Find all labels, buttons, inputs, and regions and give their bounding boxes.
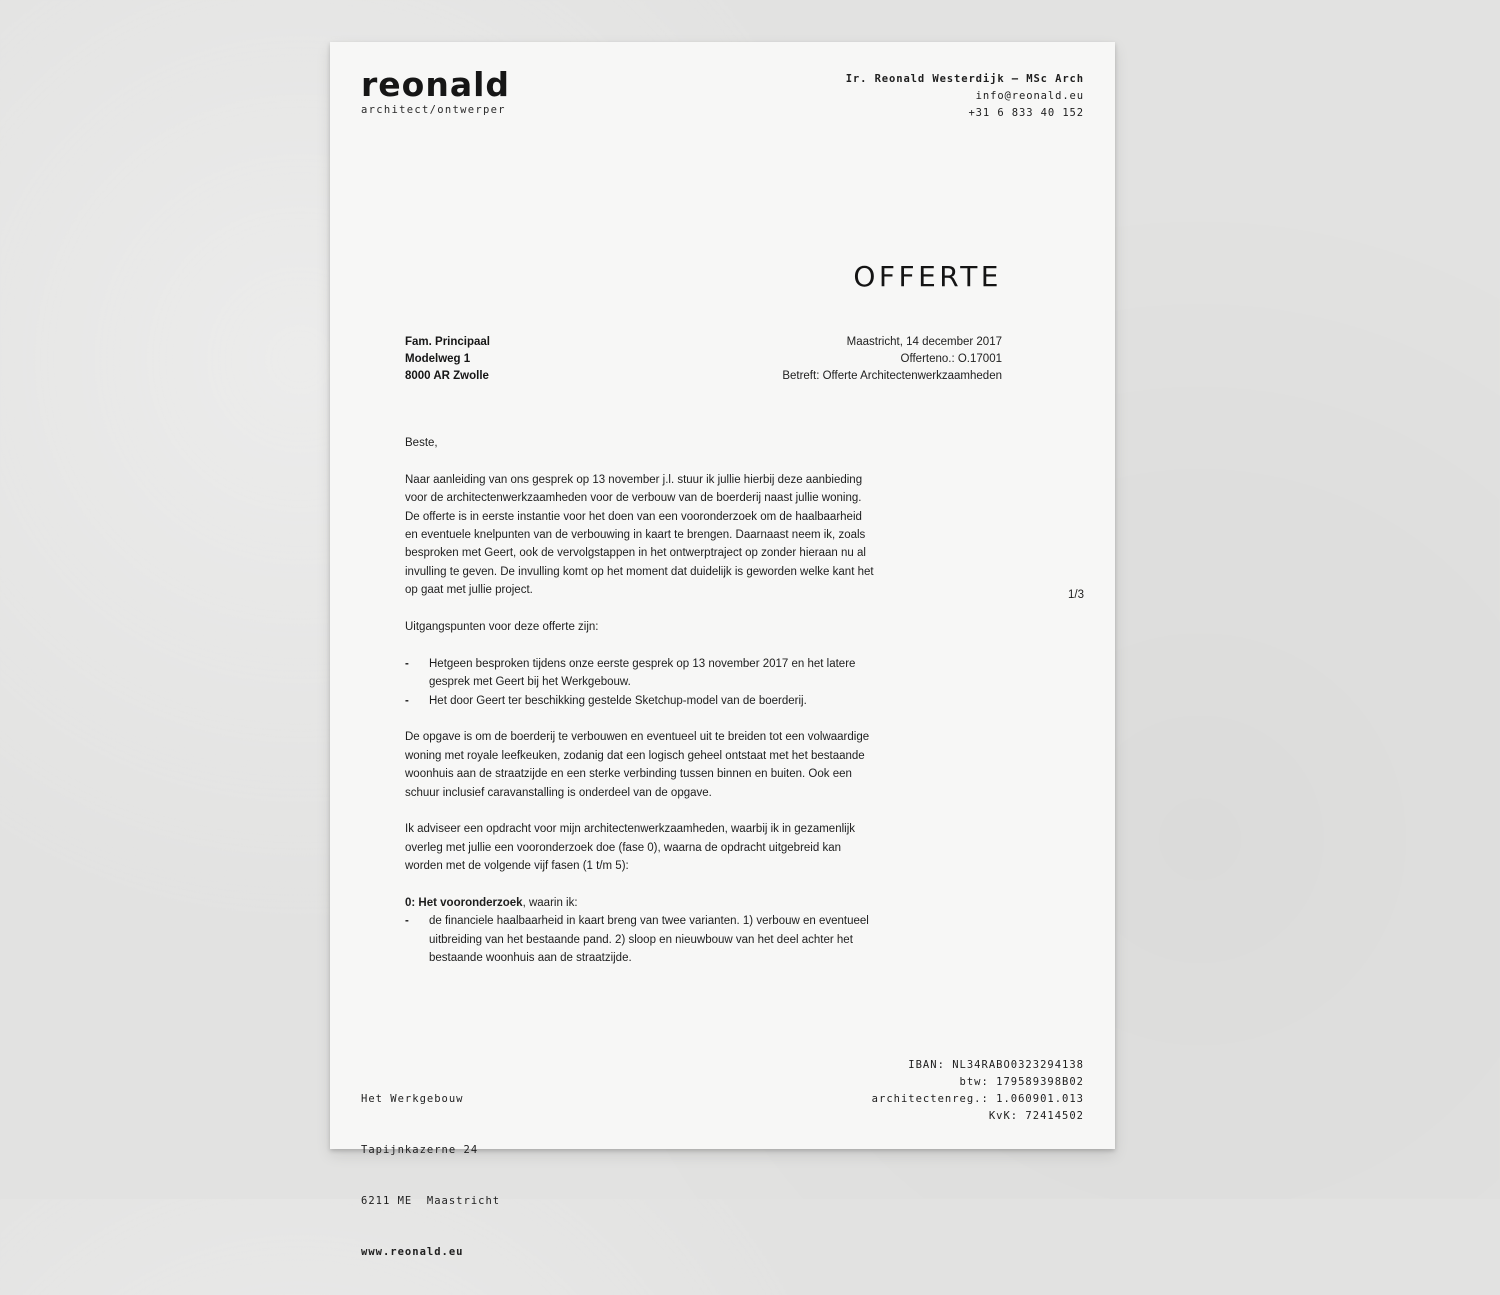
document-title: OFFERTE: [853, 260, 1002, 293]
page-number: 1/3: [1068, 589, 1084, 601]
starting-points-list: [405, 655, 875, 710]
brand-tagline: architect/ontwerper: [361, 104, 506, 116]
phase0-heading: [405, 894, 875, 912]
dash-marker: -: [405, 694, 409, 707]
phase0-title: 0: Het vooronderzoek: [405, 897, 523, 910]
subject-line: Betreft: Offerte Architectenwerkzaamheden: [782, 370, 1002, 382]
footer-line-2: Tapijnkazerne 24: [361, 1144, 479, 1156]
advice-paragraph: Ik adviseer een opdracht voor mijn architectenwerkzaamheden, waarbij ik in gezamenlijk overleg met jullie een vooronderzoek doe (fase 0), waarna de opdracht uitgebreid kan worden met de volgende vijf fasen (1 t/m 5):: [405, 823, 855, 873]
list-item: [405, 655, 875, 692]
footer-line-1: Het Werkgebouw: [361, 1093, 464, 1105]
assignment-paragraph: De opgave is om de boerderij te verbouwen en eventueel uit te breiden tot een volwaardige woning met royale leefkeuken, zodanig dat een logisch geheel ontstaat met het bestaande woonhuis aan de straatzijde en een sterke verbinding tussen binnen en buiten. Ook een schuur inclusief caravanstalling is onderdeel van de opgave.: [405, 731, 870, 799]
list-item: [405, 692, 875, 710]
recipient-name: Fam. Principaal: [405, 336, 491, 348]
intro-paragraph: Naar aanleiding van ons gesprek op 13 november j.l. stuur ik jullie hierbij deze aanbieding voor de architectenwerkzaamheden voor de verbouw van de boerderij naast jullie woning. De offerte is in eerste instantie voor het doen van een vooronderzoek om de haalbaarheid en eventuele knelpunten van de verbouwing in kaart te brengen. Daarnaast neem ik, zoals besproken met Geert, ook de vervolgstappen in het ontwerptraject op zonder hieraan nu al invulling te geven. De invulling komt op het moment dat duidelijk is geworden welke kant het op gaat met jullie project.: [405, 473, 874, 597]
dash-marker: -: [405, 915, 409, 928]
footer-line-3: 6211 ME Maastricht: [361, 1195, 501, 1207]
footer-website: www.reonald.eu: [361, 1246, 464, 1258]
contact-phone: +31 6 833 40 152: [968, 107, 1084, 119]
starting-points-label: Uitgangspunten voor deze offerte zijn:: [405, 621, 599, 634]
brand-logo: reonald: [361, 65, 511, 104]
footer-address: [361, 1057, 500, 1295]
list-item: [405, 912, 875, 967]
phase0-suffix: , waarin ik:: [522, 897, 578, 910]
recipient-address: [405, 334, 490, 385]
recipient-city: 8000 AR Zwolle: [405, 370, 489, 382]
letter-body: [405, 434, 875, 986]
dash-marker: -: [405, 657, 409, 670]
phase0-list: [405, 912, 875, 967]
place-date: Maastricht, 14 december 2017: [846, 336, 1002, 348]
contact-email: info@reonald.eu: [975, 90, 1084, 102]
footer-registration: [872, 1057, 1084, 1125]
quote-number: Offerteno.: O.17001: [900, 353, 1002, 365]
footer-kvk: KvK: 72414502: [988, 1110, 1084, 1122]
footer-iban: IBAN: NL34RABO0323294138: [908, 1059, 1084, 1071]
contact-name: Ir. Reonald Westerdijk – MSc Arch: [845, 73, 1084, 85]
letter-sheet: [330, 42, 1115, 1258]
salutation: Beste,: [405, 437, 438, 449]
list-item-text: Het door Geert ter beschikking gestelde Sketchup-model van de boerderij.: [429, 694, 807, 707]
list-item-text: de financiele haalbaarheid in kaart breng van twee varianten. 1) verbouw en eventueel uitbreiding van het bestaande pand. 2) sloop en nieuwbouw van het deel achter het bestaande woonhuis aan de straatzijde.: [429, 915, 869, 965]
list-item-text: Hetgeen besproken tijdens onze eerste gesprek op 13 november 2017 en het latere gesprek met Geert bij het Werkgebouw.: [429, 657, 856, 689]
footer-btw: btw: 179589398B02: [959, 1076, 1084, 1088]
letter-meta: [782, 334, 1002, 385]
recipient-street: Modelweg 1: [405, 353, 471, 365]
footer-architect-reg: architectenreg.: 1.060901.013: [871, 1093, 1084, 1105]
header-contact: [846, 71, 1084, 122]
